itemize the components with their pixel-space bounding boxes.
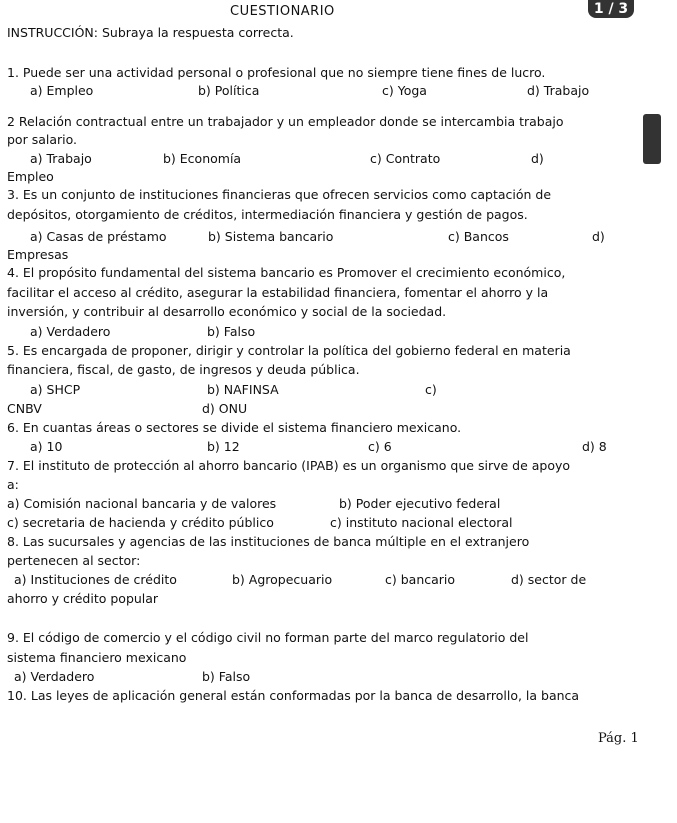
question-6-option-c[interactable]: c) 6 [368,439,392,454]
question-9-option-b[interactable]: b) Falso [202,669,251,684]
question-6-text: 6. En cuantas áreas o sectores se divide el sistema financiero mexicano. [7,420,462,435]
question-4-option-a[interactable]: a) Verdadero [30,324,111,339]
scrollbar-thumb[interactable] [643,114,661,164]
question-8-option-d-text[interactable]: ahorro y crédito popular [7,591,159,606]
page-counter-badge: 1 / 3 [588,0,634,18]
question-5-option-b[interactable]: b) NAFINSA [207,382,279,397]
question-2-option-d-text[interactable]: Empleo [7,169,54,184]
question-5-option-a[interactable]: a) SHCP [30,382,81,397]
question-3-option-c[interactable]: c) Bancos [448,229,509,244]
question-1-text: 1. Puede ser una actividad personal o profesional que no siempre tiene fines de lucro. [7,65,546,80]
question-9-text-line1: 9. El código de comercio y el código civil no forman parte del marco regulatorio del [7,630,529,645]
question-4-text-line3: inversión, y contribuir al desarrollo económico y social de la sociedad. [7,304,447,319]
question-4-text-line2: facilitar el acceso al crédito, asegurar la estabilidad financiera, fomentar el ahorro y la [7,285,549,300]
question-7-option-b[interactable]: b) Poder ejecutivo federal [339,496,501,511]
question-3-text-line2: depósitos, otorgamiento de créditos, intermediación financiera y gestión de pagos. [7,207,528,222]
question-7-option-c[interactable]: c) secretaria de hacienda y crédito público [7,515,274,530]
question-2-option-a[interactable]: a) Trabajo [30,151,92,166]
question-5-option-c-text[interactable]: CNBV [7,401,42,416]
question-3-option-a[interactable]: a) Casas de préstamo [30,229,167,244]
instruction-text: INSTRUCCIÓN: Subraya la respuesta correcta. [7,25,294,40]
question-4-option-b[interactable]: b) Falso [207,324,256,339]
question-5-option-d[interactable]: d) ONU [202,401,248,416]
question-8-option-a[interactable]: a) Instituciones de crédito [14,572,177,587]
question-5-text-line1: 5. Es encargada de proponer, dirigir y controlar la política del gobierno federal en materia [7,343,571,358]
question-7-option-a[interactable]: a) Comisión nacional bancaria y de valores [7,496,277,511]
question-7-text-line1: 7. El instituto de protección al ahorro bancario (IPAB) es un organismo que sirve de apoyo [7,458,571,473]
page-number: Pág. 1 [598,731,639,746]
question-8-option-b[interactable]: b) Agropecuario [232,572,333,587]
document-title: CUESTIONARIO [230,4,335,19]
question-6-option-d[interactable]: d) 8 [582,439,607,454]
question-8-option-d[interactable]: d) sector de [511,572,587,587]
question-7-text-line2: a: [7,477,19,492]
question-2-text-line2: por salario. [7,132,78,147]
question-8-text-line1: 8. Las sucursales y agencias de las instituciones de banca múltiple en el extranjero [7,534,530,549]
question-8-option-c[interactable]: c) bancario [385,572,456,587]
question-2-option-b[interactable]: b) Economía [163,151,242,166]
question-9-text-line2: sistema financiero mexicano [7,650,187,665]
question-1-option-c[interactable]: c) Yoga [382,83,427,98]
question-2-text-line1: 2 Relación contractual entre un trabajador y un empleador donde se intercambia trabajo [7,114,564,129]
question-1-option-a[interactable]: a) Empleo [30,83,94,98]
question-1-option-b[interactable]: b) Política [198,83,260,98]
question-7-option-d[interactable]: c) instituto nacional electoral [330,515,513,530]
question-3-option-d-text[interactable]: Empresas [7,247,69,262]
question-4-text-line1: 4. El propósito fundamental del sistema bancario es Promover el crecimiento económico, [7,265,566,280]
question-6-option-a[interactable]: a) 10 [30,439,63,454]
question-2-option-d[interactable]: d) [531,151,544,166]
question-3-option-d[interactable]: d) [592,229,605,244]
question-3-option-b[interactable]: b) Sistema bancario [208,229,334,244]
question-8-text-line2: pertenecen al sector: [7,553,141,568]
question-2-option-c[interactable]: c) Contrato [370,151,441,166]
question-9-option-a[interactable]: a) Verdadero [14,669,95,684]
question-5-text-line2: financiera, fiscal, de gasto, de ingresos y deuda pública. [7,362,360,377]
question-3-text-line1: 3. Es un conjunto de instituciones financieras que ofrecen servicios como captación de [7,187,552,202]
question-1-option-d[interactable]: d) Trabajo [527,83,590,98]
question-10-text: 10. Las leyes de aplicación general están conformadas por la banca de desarrollo, la banca [7,688,580,703]
question-6-option-b[interactable]: b) 12 [207,439,240,454]
question-5-option-c[interactable]: c) [425,382,437,397]
